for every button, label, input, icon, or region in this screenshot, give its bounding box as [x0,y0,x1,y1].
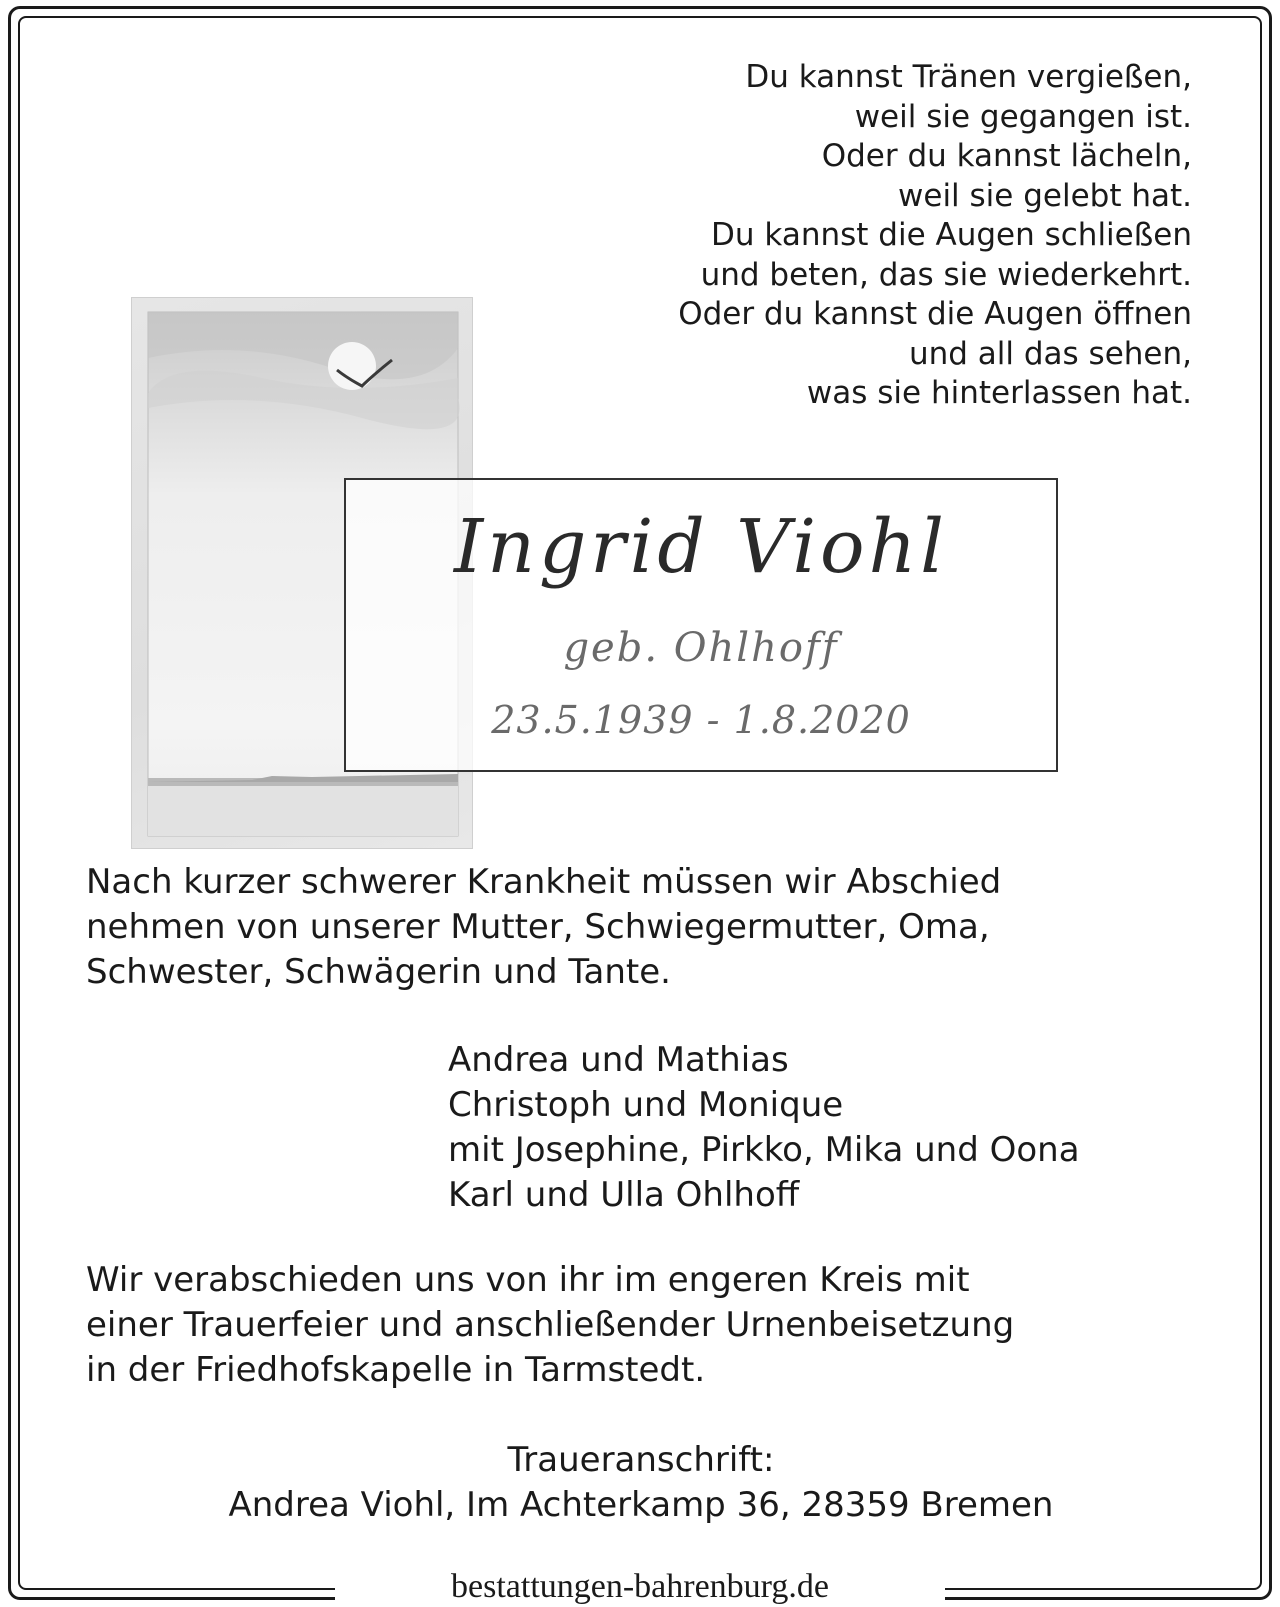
notice-line: Schwester, Schwägerin und Tante. [86,952,671,992]
poem-line: weil sie gelebt hat. [898,177,1192,214]
life-dates: 23.5.1939 - 1.8.2020 [491,698,911,742]
survivor-line: Andrea und Mathias [448,1040,789,1080]
address-label: Traueranschrift: [507,1440,775,1480]
address-value: Andrea Viohl, Im Achterkamp 36, 28359 Bremen [228,1485,1054,1525]
poem-line: Du kannst Tränen vergießen, [745,59,1192,95]
footer-url[interactable]: bestattungen-bahrenburg.de [451,1568,829,1605]
funeral-line: einer Trauerfeier und anschließender Urnenbeisetzung [86,1305,1015,1345]
survivor-line: Karl und Ulla Ohlhoff [448,1175,800,1215]
poem-line: Oder du kannst die Augen öffnen [678,296,1192,332]
name-box [344,478,1058,772]
survivor-line: mit Josephine, Pirkko, Mika und Oona [448,1130,1080,1170]
deceased-name: Ingrid Viohl [454,504,948,590]
poem-line: und all das sehen, [908,335,1192,372]
funeral-line: Wir verabschieden uns von ihr im engeren Kreis mit [86,1260,970,1300]
birth-name: geb. Ohlhoff [563,625,839,671]
poem-line: Du kannst die Augen schließen [711,217,1192,253]
notice-line: nehmen von unserer Mutter, Schwiegermutter, Oma, [86,907,990,947]
poem-line: Oder du kannst lächeln, [821,138,1192,174]
survivors-list [448,1038,1208,1218]
mourning-address [86,1438,1196,1528]
funeral-info [86,1258,1206,1393]
poem [472,58,1192,414]
notice-line: Nach kurzer schwerer Krankheit müssen wir Abschied [86,862,1002,902]
funeral-line: in der Friedhofskapelle in Tarmstedt. [86,1350,706,1390]
poem-line: was sie hinterlassen hat. [806,375,1192,411]
poem-line: und beten, das sie wiederkehrt. [700,256,1192,293]
poem-line: weil sie gegangen ist. [854,98,1192,135]
survivor-line: Christoph und Monique [448,1085,844,1125]
death-notice [86,860,1206,995]
